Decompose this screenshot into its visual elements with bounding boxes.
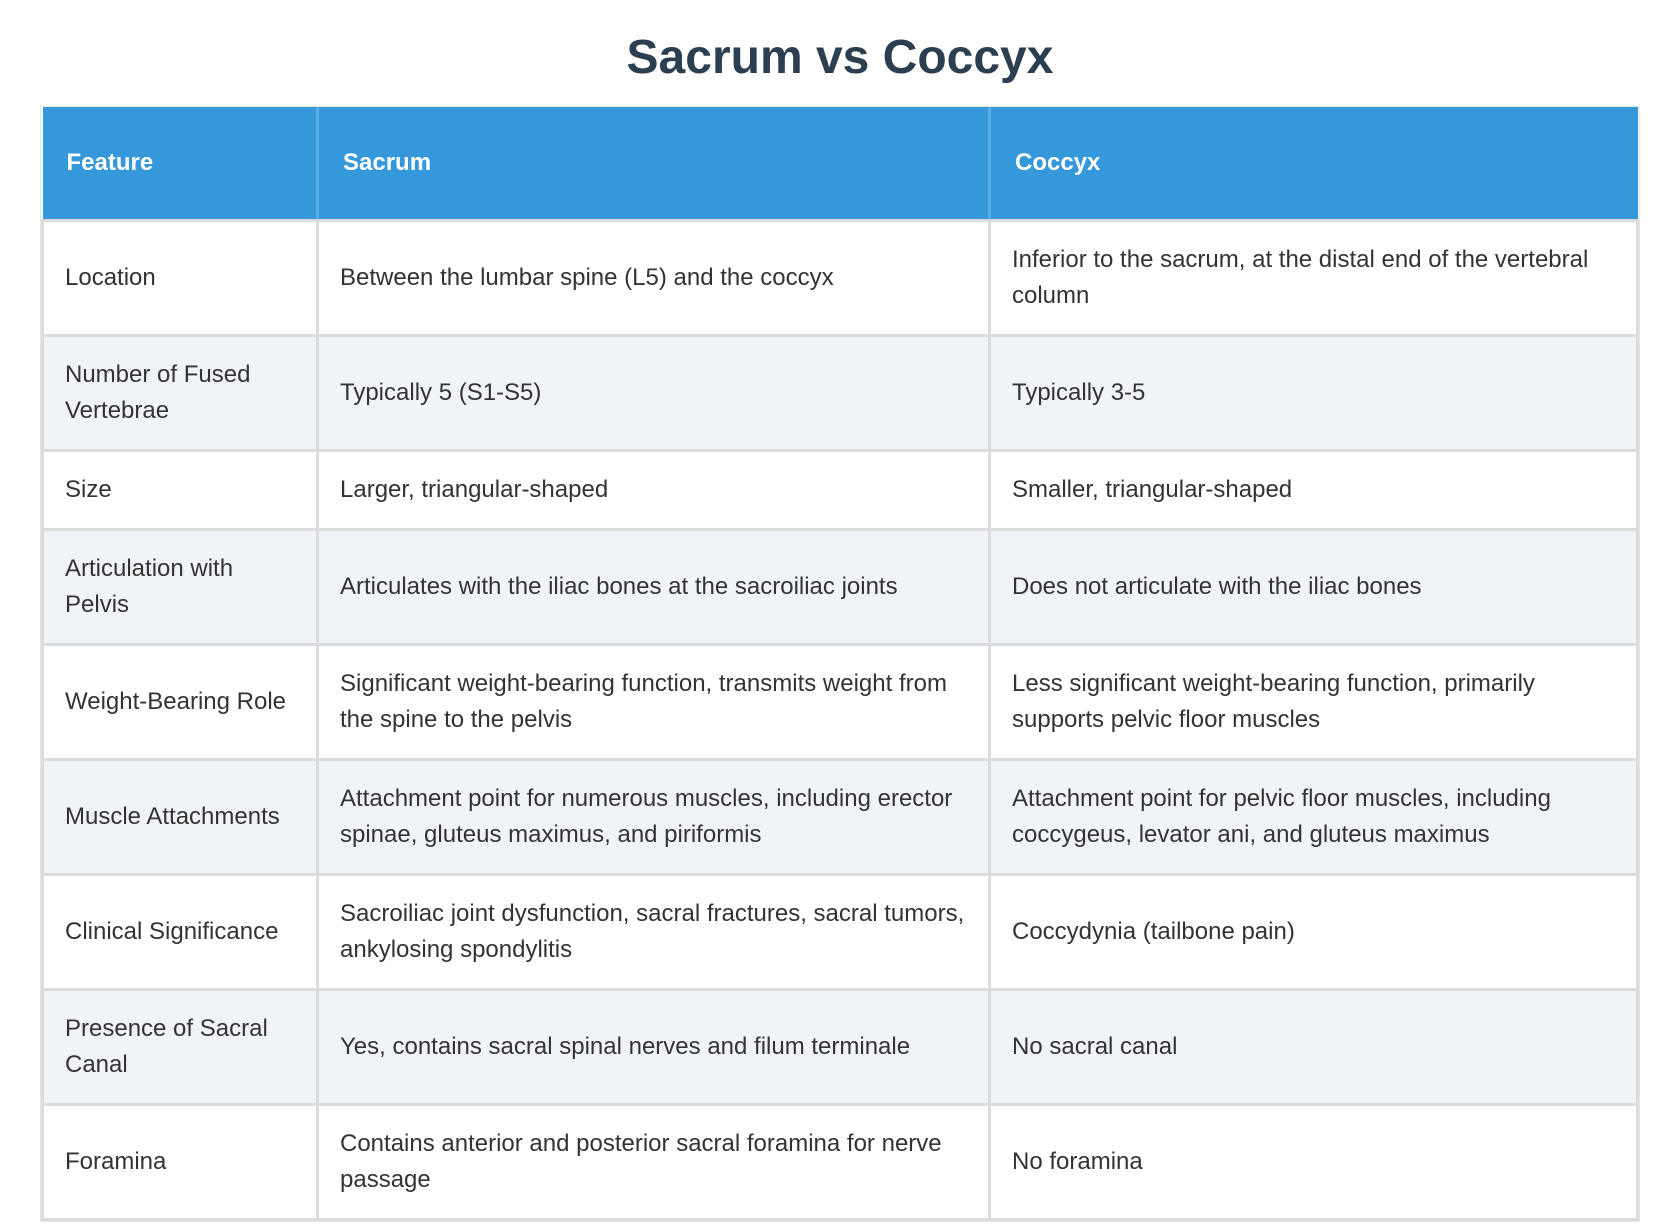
header-feature: Feature <box>43 107 318 221</box>
sacrum-cell: Significant weight-bearing function, transmits weight from the spine to the pelvis <box>318 645 990 760</box>
coccyx-cell: Smaller, triangular-shaped <box>990 451 1638 530</box>
table-row <box>43 875 1638 990</box>
coccyx-cell: Inferior to the sacrum, at the distal end of the vertebral column <box>990 221 1638 336</box>
sacrum-cell: Larger, triangular-shaped <box>318 451 990 530</box>
sacrum-cell: Between the lumbar spine (L5) and the coccyx <box>318 221 990 336</box>
feature-cell: Foramina <box>43 1105 318 1220</box>
feature-cell: Clinical Significance <box>43 875 318 990</box>
table-header-row <box>43 107 1638 221</box>
coccyx-cell: Coccydynia (tailbone pain) <box>990 875 1638 990</box>
coccyx-cell: No foramina <box>990 1105 1638 1220</box>
feature-cell: Muscle Attachments <box>43 760 318 875</box>
sacrum-cell: Contains anterior and posterior sacral foramina for nerve passage <box>318 1105 990 1220</box>
feature-cell: Location <box>43 221 318 336</box>
sacrum-cell: Yes, contains sacral spinal nerves and filum terminale <box>318 990 990 1105</box>
table-row <box>43 760 1638 875</box>
coccyx-cell: Typically 3-5 <box>990 336 1638 451</box>
comparison-table <box>41 107 1639 1221</box>
coccyx-cell: Less significant weight-bearing function, primarily supports pelvic floor muscles <box>990 645 1638 760</box>
table-row <box>43 221 1638 336</box>
coccyx-cell: No sacral canal <box>990 990 1638 1105</box>
table-row <box>43 530 1638 645</box>
table-row <box>43 1105 1638 1220</box>
header-sacrum: Sacrum <box>318 107 990 221</box>
feature-cell: Size <box>43 451 318 530</box>
sacrum-cell: Typically 5 (S1-S5) <box>318 336 990 451</box>
coccyx-cell: Attachment point for pelvic floor muscles, including coccygeus, levator ani, and gluteus maximus <box>990 760 1638 875</box>
table-row <box>43 451 1638 530</box>
feature-cell: Weight-Bearing Role <box>43 645 318 760</box>
page-title: Sacrum vs Coccyx <box>626 31 1054 84</box>
table-row <box>43 990 1638 1105</box>
feature-cell: Presence of Sacral Canal <box>43 990 318 1105</box>
sacrum-cell: Attachment point for numerous muscles, including erector spinae, gluteus maximus, and piriformis <box>318 760 990 875</box>
table-row <box>43 645 1638 760</box>
table-row <box>43 336 1638 451</box>
header-coccyx: Coccyx <box>990 107 1638 221</box>
sacrum-cell: Articulates with the iliac bones at the sacroiliac joints <box>318 530 990 645</box>
feature-cell: Articulation with Pelvis <box>43 530 318 645</box>
sacrum-cell: Sacroiliac joint dysfunction, sacral fractures, sacral tumors, ankylosing spondylitis <box>318 875 990 990</box>
coccyx-cell: Does not articulate with the iliac bones <box>990 530 1638 645</box>
feature-cell: Number of Fused Vertebrae <box>43 336 318 451</box>
